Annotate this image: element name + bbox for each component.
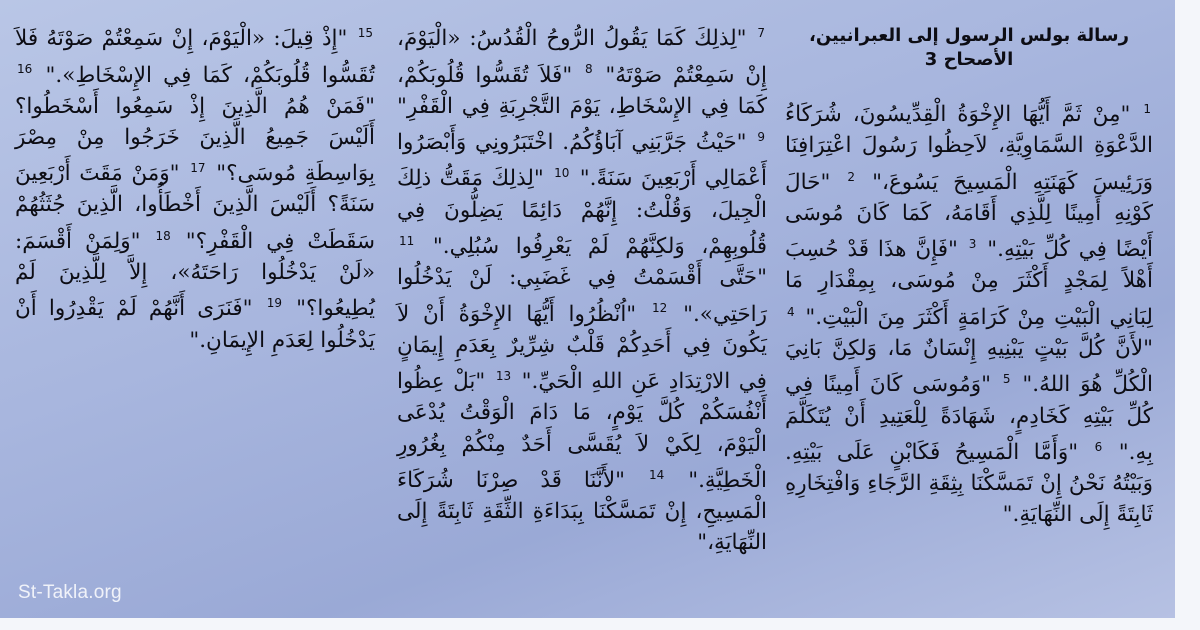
verse-number: 15 [357, 26, 373, 40]
verse [785, 440, 1153, 527]
verse-text: "لِذلِكَ مَقَتُّ ذلِكَ الْجِيلَ، وَقُلْتُ: إِنَّهُمْ دَائِمًا يَضِلُّونَ فِي قُلُوبِهِمْ، وَلكِنَّهُمْ لَمْ يَعْرِفُوا سُبُلِي." [397, 166, 767, 259]
verse-text: "وَمَنْ مَقَتَ أَرْبَعِينَ سَنَةً؟ أَلَيْسَ الَّذِينَ أَخْطَأُوا، الَّذِينَ جُثَثُهُمْ سَقَطَتْ فِي الْقَفْرِ؟" [15, 161, 375, 254]
verse-text: "لأَنَّ كُلَّ بَيْتٍ يَبْنِيهِ إِنْسَانٌ مَا، وَلكِنَّ بَانِيَ الْكُلِّ هُوَ اللهُ." [785, 336, 1154, 398]
text-column-3 [15, 18, 375, 356]
verse-number: 13 [495, 368, 512, 383]
verse-number: 10 [554, 166, 570, 181]
verse-text: "لأَنَّنَا قَدْ صِرْنَا شُرَكَاءَ الْمَسِيحِ، إِنْ تَمَسَّكْنَا بِبَدَاءَةِ الثِّقَةِ ثَابِتَةً إِلَى النِّهَايَةِ،" [397, 467, 767, 556]
text-column-2 [397, 18, 767, 559]
verse-text: "فَإِنَّ هذَا قَدْ حُسِبَ أَهْلاً لِمَجْدٍ أَكْثَرَ مِنْ مُوسَى، بِمِقْدَارِ مَا لِبَانِي الْبَيْتِ مِنْ كَرَامَةٍ أَكْثَرَ مِنَ الْبَيْتِ." [785, 237, 1153, 330]
verse-number: 19 [266, 296, 282, 311]
verse-number: 17 [190, 161, 206, 176]
verse-number: 14 [648, 467, 665, 482]
verse-text: "وَمُوسَى كَانَ أَمِينًا فِي كُلِّ بَيْتِهِ كَخَادِمٍ، شَهَادَةً لِلْعَتِيدِ أَنْ يُتَكَلَّمَ بِهِ." [785, 372, 1153, 465]
verse-number: 12 [651, 301, 668, 316]
verse [15, 26, 375, 87]
verse-text: "لِذلِكَ كَمَا يَقُولُ الرُّوحُ الْقُدُسُ: «الْيَوْمَ، إِنْ سَمِعْتُمْ صَوْتَهُ" [397, 26, 767, 88]
verse-text: "حَالَ كَوْنِهِ أَمِينًا لِلَّذِي أَقَامَهُ، كَمَا كَانَ مُوسَى أَيْضًا فِي كُلِّ بَيْتِهِ." [785, 169, 1153, 263]
verse-number: 7 [757, 26, 766, 40]
verse-number: 6 [1094, 439, 1103, 454]
text-column-1 [785, 24, 1153, 531]
verse-text: "مِنْ ثَمَّ أَيُّهَا الإِخْوَةُ الْقِدِّيسُونَ، شُرَكَاءُ الدَّعْوَةِ السَّمَاوِيَّةِ، لاَحِظُوا رَسُولَ اعْتِرَافِنَا وَرَئِيسَ كَهَنَتِهِ الْمَسِيحَ يَسُوعَ،" [785, 102, 1153, 195]
verse-text: "فَنَرَى أَنَّهُمْ لَمْ يَقْدِرُوا أَنْ يَدْخُلُوا لِعَدَمِ الإِيمَانِ." [15, 296, 375, 353]
verse-text: "إِذْ قِيلَ: «الْيَوْمَ، إِنْ سَمِعْتُمْ صَوْتَهُ فَلاَ تُقَسُّوا قُلُوبَكُمْ، كَمَا فِي الإِسْخَاطِ»." [15, 26, 375, 88]
verse-text: "اُنْظُرُوا أَيُّهَا الإِخْوَةُ أَنْ لاَ يَكُونَ فِي أَحَدِكُمْ قَلْبٌ شِرِّيرٌ بِعَدَمِ إِيمَانٍ فِي الارْتِدَادِ عَنِ اللهِ الْحَيِّ." [397, 301, 767, 395]
verse-text: "فَمَنْ هُمُ الَّذِينَ إِذْ سَمِعُوا أَسْخَطُوا؟ أَلَيْسَ جَمِيعُ الَّذِينَ خَرَجُوا مِنْ مِصْرَ بِوَاسِطَةِ مُوسَى؟" [15, 93, 375, 187]
title-chapter: الأصحاح 3 [924, 49, 1014, 70]
verse-number: 8 [584, 62, 593, 77]
site-watermark: St-Takla.org [18, 582, 122, 603]
verse-number: 1 [1143, 102, 1151, 116]
verse-text: "وَلِمَنْ أَقْسَمَ: «لَنْ يَدْخُلُوا رَاحَتَهُ»، إِلاَّ لِلَّذِينَ لَمْ يُطِيعُوا؟" [15, 228, 375, 322]
verse-number: 9 [757, 129, 765, 144]
verse-number: 5 [1002, 372, 1011, 387]
chapter-title [785, 24, 1153, 72]
verse-text: "وَأَمَّا الْمَسِيحُ فَكَابْنٍ عَلَى بَيْتِهِ. وَبَيْتُهُ نَحْنُ إِنْ تَمَسَّكْنَا بِثِقَةِ الرَّجَاءِ وَافْتِخَارِهِ ثَابِتَةً إِلَى النِّهَايَةِ." [785, 439, 1153, 528]
verse-number: 3 [968, 237, 977, 252]
title-book: رسالة بولس الرسول إلى العبرانيين، [809, 25, 1129, 46]
verse-text: "حَتَّى أَقْسَمْتُ فِي غَضَبِي: لَنْ يَدْخُلُوا رَاحَتِي»." [397, 265, 767, 327]
verse-number: 16 [17, 62, 33, 77]
verse-number: 4 [787, 304, 795, 319]
verse-text: "بَلْ عِظُوا أَنْفُسَكُمْ كُلَّ يَوْمٍ، مَا دَامَ الْوَقْتُ يُدْعَى الْيَوْمَ، لِكَيْ لاَ يُقَسَّى أَحَدٌ مِنْكُمْ بِغُرُورِ الْخَطِيَّةِ." [397, 369, 767, 493]
verse-text: "حَيْثُ جَرَّبَنِي آبَاؤُكُمُ. اخْتَبَرُونِي وَأَبْصَرُوا أَعْمَالِي أَرْبَعِينَ سَنَةً." [397, 130, 767, 192]
verse-number: 11 [399, 233, 415, 248]
verse-text: "فَلاَ تُقَسُّوا قُلُوبَكُمْ، كَمَا فِي الإِسْخَاطِ، يَوْمَ التَّجْرِبَةِ فِي الْقَفْرِ" [397, 62, 767, 119]
verse-number: 18 [155, 228, 171, 243]
verse-number: 2 [847, 169, 856, 184]
